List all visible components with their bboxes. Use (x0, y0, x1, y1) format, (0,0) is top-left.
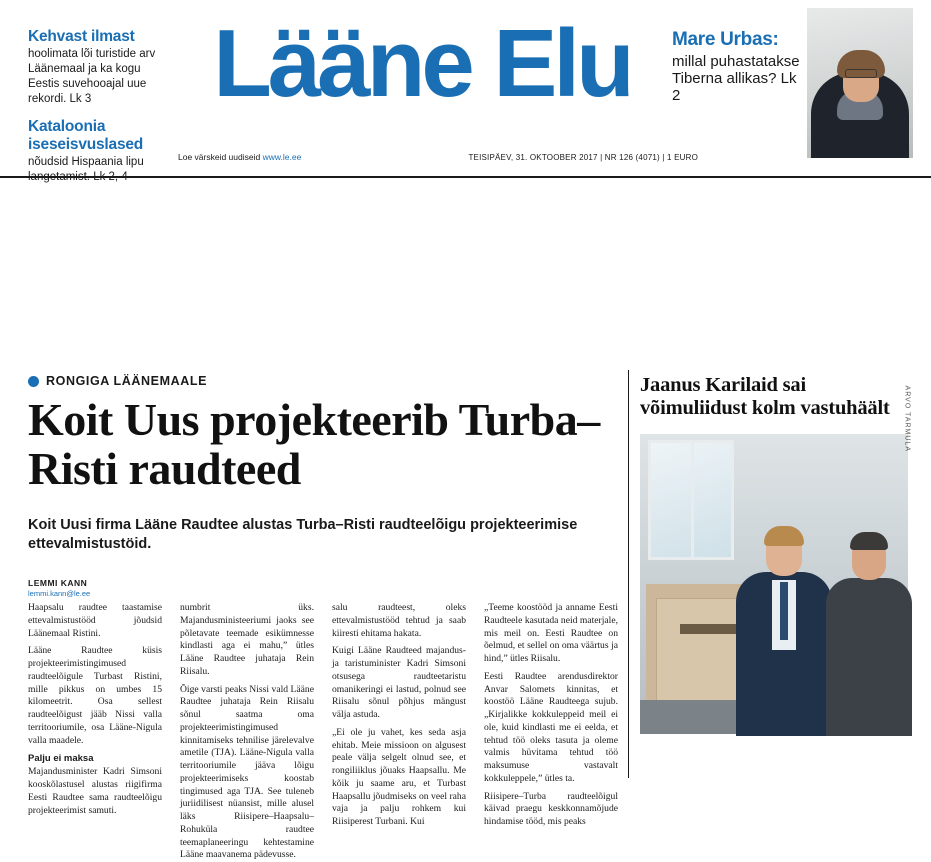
page-title: Koit Uus projekteerib Turba–Risti raudteed (28, 396, 628, 494)
publication-title: Lääne Elu (172, 18, 672, 109)
photo-credit: ARVO TARMULA (903, 385, 910, 451)
teaser-person-text: millal puhastatakse Tiberna allikas? Lk 2 (672, 53, 800, 105)
masthead (0, 0, 931, 178)
column-divider (628, 370, 629, 778)
article-subhead: Palju ei maksa (28, 753, 162, 764)
masthead-logo[interactable] (172, 18, 672, 109)
photo-window (648, 440, 734, 560)
paragraph: Eesti Raudtee arendusdirektor Anvar Salomets kinnitas, et koostöö Lääne Raudteega sujub. „Kirjalikke kokkuleppeid meil ei ole, kuid kindlasti me ei eelda, et tehtud töö oleks tasuta ja oleme valmis hüvitama tehtud töö maksumuse vastavalt kokkuleppele,” ütles ta. (484, 671, 618, 786)
issue-info: TEISIPÄEV, 31. OKTOOBER 2017 | NR 126 (4071) | 1 EURO (468, 153, 698, 162)
photo-person-hair (850, 532, 888, 550)
teaser-block-2[interactable] (28, 118, 168, 184)
paragraph: Kuigi Lääne Raudteed majandus- ja taristuminister Kadri Simsoni otsusega raudteetaristu omanikeringi ei lastud, polnud see Riisalu sõnul põhjus mängust välja astuda. (332, 645, 466, 722)
article-column-1 (28, 602, 162, 778)
article-column-4 (484, 602, 618, 778)
byline-author: LEMMI KANN (28, 578, 90, 588)
masthead-portrait-photo (807, 8, 913, 158)
article-kicker (28, 374, 207, 388)
bullet-icon (28, 376, 39, 387)
paragraph: Haapsalu raudtee taastamise ettevalmistustööd jõudsid Läänemaal Ristini. (28, 602, 162, 640)
kicker-label: RONGIGA LÄÄNEMAALE (46, 374, 207, 388)
photo-person-hair (764, 526, 804, 546)
paragraph: Majandusminister Kadri Simsoni kooskõlastusel alustas riigifirma Eesti Raudtee sama raudteelõigu projekteerimist samuti. (28, 766, 162, 817)
teaser-headline: Kehvast ilmast (28, 28, 168, 45)
sidebar-article[interactable] (640, 374, 908, 734)
paragraph: „Ei ole ju vahet, kes seda asja ehitab. Meie missioon on algusest peale välja selgelt olnud see, et rongiliiklus jõuaks Haapsallu. Me kõik ju saame aru, et Turbast Haapsallu jõudmiseks on veel raha vaja ja palju rohkem kui Riisiperest Turbani. Kui (332, 727, 466, 829)
website-url[interactable]: www.le.ee (263, 152, 302, 162)
photo-glasses (845, 69, 877, 78)
teaser-body: nõudsid Hispaania lipu langetamist. Lk 2, 4 (28, 155, 168, 184)
article-standfirst: Koit Uusi firma Lääne Raudtee alustas Turba–Risti raudteelõigu projekteerimise ettevalmistustöid. (28, 516, 588, 554)
sidebar-article-photo (640, 434, 908, 734)
masthead-teaser-right[interactable] (672, 30, 800, 105)
masthead-teasers-left (28, 28, 168, 184)
article-column-2 (180, 602, 314, 778)
paragraph: Lääne Raudtee küsis projekteerimistingimused raudteelõigule Turbast Ristini, mille pikkus on umbes 15 kilomeetrit. Osa sellest raudteelõigust jääb Nissi valla territooriumile, osa Lääne-Nigula valla maadele. (28, 645, 162, 747)
photo-ballot-slot (680, 624, 738, 634)
photo-person-tie (780, 582, 788, 640)
sidebar-article-headline: Jaanus Karilaid sai võimuliidust kolm vastuhäält (640, 374, 908, 420)
paragraph: salu raudteest, oleks ettevalmistustööd tehtud ja saab kiiresti ehitama hakata. (332, 602, 466, 640)
paragraph: numbrit üks. Majandusministeeriumi jaoks see põletavate teemade esikümnesse kindlasti aga ei mahu,” ütles Lääne Raudtee juhataja Rein Riisalu. (180, 602, 314, 679)
article-column-3 (332, 602, 466, 778)
teaser-headline: Kataloonia iseseisvuslased (28, 118, 168, 153)
teaser-person-name: Mare Urbas: (672, 30, 800, 50)
teaser-body: hoolimata lõi turistide arv Läänemaal ja ka kogu Eestis suvehooajal uue rekordi. Lk 3 (28, 47, 168, 106)
photo-person-suit (826, 578, 912, 736)
website-tagline (178, 152, 301, 162)
teaser-block-1[interactable] (28, 28, 168, 106)
paragraph: Õige varsti peaks Nissi vald Lääne Raudtee juhataja Rein Riisalu sõnul saatma oma projekteerimistingimused kinnitamiseks tehnilise järelevalve ametile (TJA). Lääne-Nigula valla territooriumile jääva lõigu projekteerimiseks koostab tingimused aga TJA. See tuleneb juriidilisest nüansist, mille alusel läks Riisipere–Haapsalu–Rohuküla raudtee teemaplaneeringu kehtestamine Lääne maavanema pädevusse. (180, 684, 314, 862)
masthead-meta (178, 152, 698, 162)
paragraph: Riisipere–Turba raudteelõigul käivad praegu keskkonnamõjude hindamise tööd, mis peaks (484, 791, 618, 829)
photo-person-left (736, 526, 832, 736)
tagline-text: Loe värskeid uudiseid (178, 152, 263, 162)
byline (28, 578, 90, 598)
article-columns (28, 602, 618, 778)
byline-email[interactable]: lemmi.kann@le.ee (28, 589, 90, 598)
photo-person-right (826, 530, 912, 736)
paragraph: „Teeme koostööd ja anname Eesti Raudteele kasutada neid materjale, mis meil on. Eesti Raudtee on õelmud, et sellel on oma väärtus ja hind,” ütles Riisalu. (484, 602, 618, 666)
